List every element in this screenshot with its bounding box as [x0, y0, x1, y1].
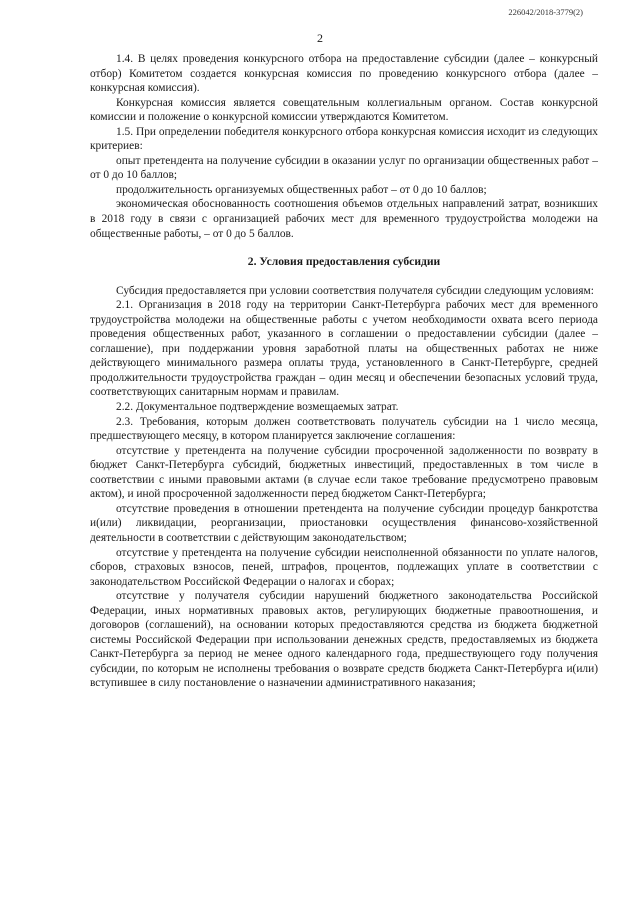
- criterion-economic: экономическая обоснованность соотношения объемов отдельных направлений затрат, возникших в 2018 году в связи с организацией рабочих мест для временного трудоустройства молодежи на общественные работы, – от 0 до 5 баллов.: [90, 198, 598, 240]
- paragraph-commission: Конкурсная комиссия является совещательным коллегиальным органом. Состав конкурсной комиссии и положение о конкурсной комиссии утверждаются Комитетом.: [90, 96, 598, 124]
- paragraph-1-5: 1.5. При определении победителя конкурсного отбора конкурсная комиссия исходит из следующих критериев:: [90, 125, 598, 153]
- requirement-no-tax-debt: отсутствие у претендента на получение субсидии неисполненной обязанности по уплате налогов, сборов, страховых взносов, пеней, штрафов, процентов, подлежащих уплате в соответствии с законодательством Российской Федерации о налогах и сборах;: [90, 546, 598, 588]
- requirement-no-overdue-debt: отсутствие у претендента на получение субсидии просроченной задолженности по возврату в бюджет Санкт-Петербурга субсидий, бюджетных инвестиций, предоставленных в том числе в соответствии с иными правовыми актами (в случае если такое требование предусмотрено правовым актом), и иной просроченной задолженности перед бюджетом Санкт-Петербурга;: [90, 444, 598, 501]
- paragraph-2-3: 2.3. Требования, которым должен соответствовать получатель субсидии на 1 число месяца, предшествующего месяцу, в котором планируется заключение соглашения:: [90, 415, 598, 443]
- document-number: 226042/2018-3779(2): [508, 7, 583, 17]
- document-body: [90, 52, 598, 691]
- paragraph-2-1: 2.1. Организация в 2018 году на территории Санкт-Петербурга рабочих мест для временного трудоустройства молодежи на общественные работы с учетом необходимости охвата всего периода проведения общественных работ, указанного в соглашении о предоставлении субсидии (далее – соглашение), при поддержании уровня заработной платы на общественных работах не ниже действующего минимального размера оплаты труда, установленного в Санкт-Петербурге, средней продолжительности трудоустройства граждан – один месяц и обеспечении безопасных условий труда, соответствующих санитарным нормам и правилам.: [90, 299, 598, 399]
- criterion-experience: опыт претендента на получение субсидии в оказании услуг по организации общественных работ – от 0 до 10 баллов;: [90, 154, 598, 182]
- page-number: 2: [317, 31, 323, 45]
- paragraph-2-2: 2.2. Документальное подтверждение возмещаемых затрат.: [116, 401, 399, 414]
- paragraph-1-4: 1.4. В целях проведения конкурсного отбора на предоставление субсидии (далее – конкурсный отбор) Комитетом создается конкурсная комиссия по проведению конкурсного отбора (далее – конкурсная комиссия).: [90, 53, 598, 95]
- requirement-no-bankruptcy: отсутствие проведения в отношении претендента на получение субсидии процедур банкротства и(или) ликвидации, реорганизации, приостановки осуществления финансово-хозяйственной деятельности в соответствии с действующим законодательством;: [90, 502, 598, 544]
- paragraph-conditions-intro: Субсидия предоставляется при условии соответствия получателя субсидии следующим условиям:: [116, 284, 594, 297]
- requirement-no-budget-violations: отсутствие у получателя субсидии нарушений бюджетного законодательства Российской Федерации, иных нормативных правовых актов, регулирующих бюджетные правоотношения, и договоров (соглашений), на основании которых предоставляются средства из бюджета бюджетной системы Российской Федерации при использовании денежных средств, предоставляемых из бюджета Санкт-Петербурга за период не менее одного календарного года, предшествующего году получения субсидии, по которым не исполнены требования о возврате средств бюджета Санкт-Петербурга и(или) вступившее в силу постановление о назначении административного наказания;: [90, 590, 598, 690]
- section-heading: 2. Условия предоставления субсидии: [247, 255, 441, 269]
- criterion-duration: продолжительность организуемых общественных работ – от 0 до 10 баллов;: [116, 183, 487, 196]
